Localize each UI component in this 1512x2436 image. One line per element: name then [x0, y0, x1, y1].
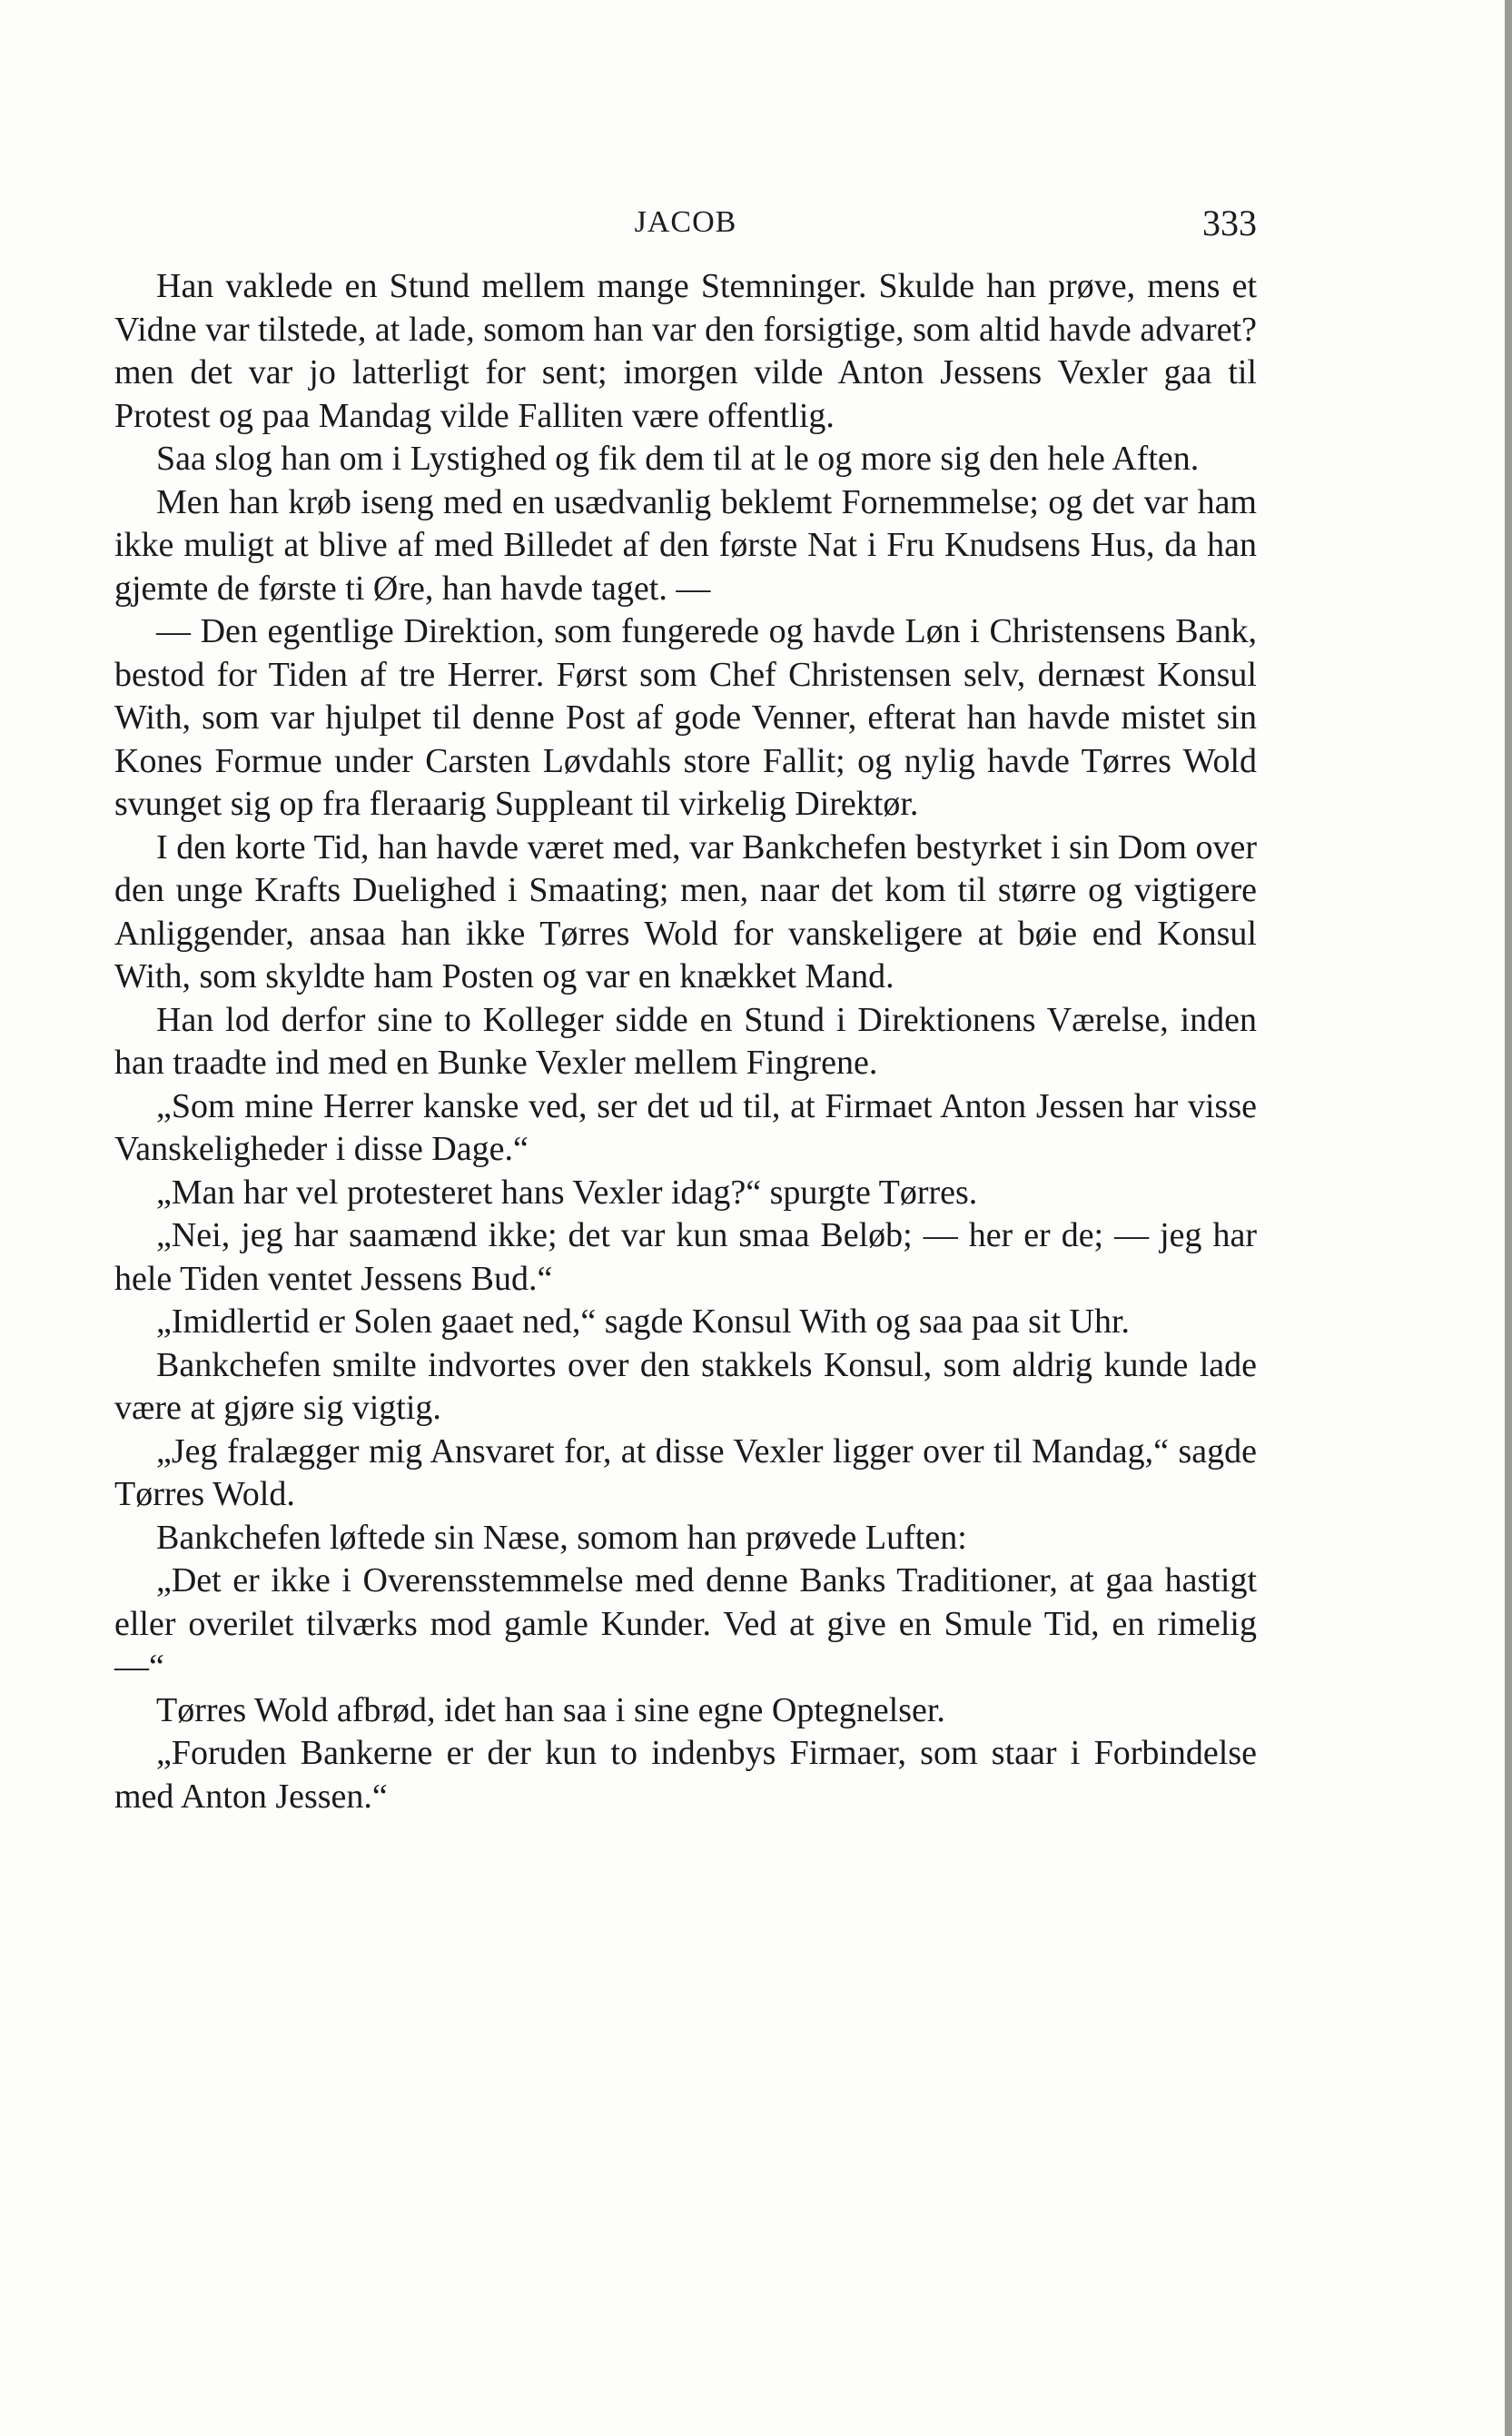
- paragraph: „Foruden Bankerne er der kun to indenbys Firmaer, som staar i Forbindelse med Anton Jessen.“: [114, 1734, 1257, 1816]
- paragraph: Saa slog han om i Lystighed og fik dem til at le og more sig den hele Aften.: [156, 440, 1200, 478]
- paragraph: „Nei, jeg har saamænd ikke; det var kun smaa Beløb; — her er de; — jeg har hele Tiden ventet Jessens Bud.“: [114, 1216, 1257, 1298]
- paragraph: „Som mine Herrer kanske ved, ser det ud til, at Firmaet Anton Jessen har visse Vanskeligheder i disse Dage.“: [114, 1086, 1257, 1168]
- paragraph: „Jeg fralægger mig Ansvaret for, at disse Vexler ligger over til Mandag,“ sagde Tørres Wold.: [114, 1431, 1257, 1513]
- page-edge-shadow: [1505, 0, 1512, 2436]
- paragraph: — Den egentlige Direktion, som fungerede og havde Løn i Christensens Bank, bestod for Tiden af tre Herrer. Først som Chef Christensen selv, dernæst Konsul With, som var hjulpet til denne Post af gode Venner, efterat han havde mistet sin Kones Formue under Carsten Løvdahls store Fallit; og nylig havde Tørres Wold svunget sig op fra fleraarig Suppleant til virkelig Direktør.: [114, 612, 1257, 823]
- paragraph: Men han krøb iseng med en usædvanlig beklemt Fornemmelse; og det var ham ikke muligt at blive af med Billedet af den første Nat i Fru Knudsens Hus, da han gjemte de første ti Øre, han havde taget. —: [114, 482, 1257, 608]
- paragraph: Han lod derfor sine to Kolleger sidde en Stund i Direktionens Værelse, inden han traadte ind med en Bunke Vexler mellem Fingrene.: [114, 1000, 1257, 1082]
- paragraph: Bankchefen smilte indvortes over den stakkels Konsul, som aldrig kunde lade være at gjøre sig vigtig.: [114, 1345, 1257, 1427]
- paragraph: Bankchefen løftede sin Næse, somom han prøvede Luften:: [156, 1518, 967, 1557]
- page-header: [114, 202, 1257, 247]
- paragraph: „Det er ikke i Overensstemmelse med denne Banks Traditioner, at gaa hastigt eller overilet tilværks mod gamle Kunder. Ved at give en Smule Tid, en rimelig —“: [114, 1561, 1257, 1686]
- paragraph: „Imidlertid er Solen gaaet ned,“ sagde Konsul With og saa paa sit Uhr.: [156, 1302, 1131, 1341]
- paragraph: Han vaklede en Stund mellem mange Stemninger. Skulde han prøve, mens et Vidne var tilstede, at lade, somom han var den forsigtige, som altid havde advaret? men det var jo latterligt for sent; imorgen vilde Anton Jessens Vexler gaa til Protest og paa Mandag vilde Falliten være offentlig.: [114, 267, 1257, 435]
- page-number: 333: [1202, 203, 1257, 243]
- body-text: [114, 265, 1257, 1818]
- paragraph: „Man har vel protesteret hans Vexler idag?“ spurgte Tørres.: [156, 1173, 978, 1212]
- paragraph: Tørres Wold afbrød, idet han saa i sine egne Optegnelser.: [156, 1690, 945, 1729]
- paragraph: I den korte Tid, han havde været med, var Bankchefen bestyrket i sin Dom over den unge Krafts Duelighed i Smaating; men, naar det kom til større og vigtigere Anliggender, ansaa han ikke Tørres Wold for vanskeligere at bøie end Konsul With, som skyldte ham Posten og var en knækket Mand.: [114, 827, 1257, 995]
- running-title: JACOB: [634, 205, 737, 239]
